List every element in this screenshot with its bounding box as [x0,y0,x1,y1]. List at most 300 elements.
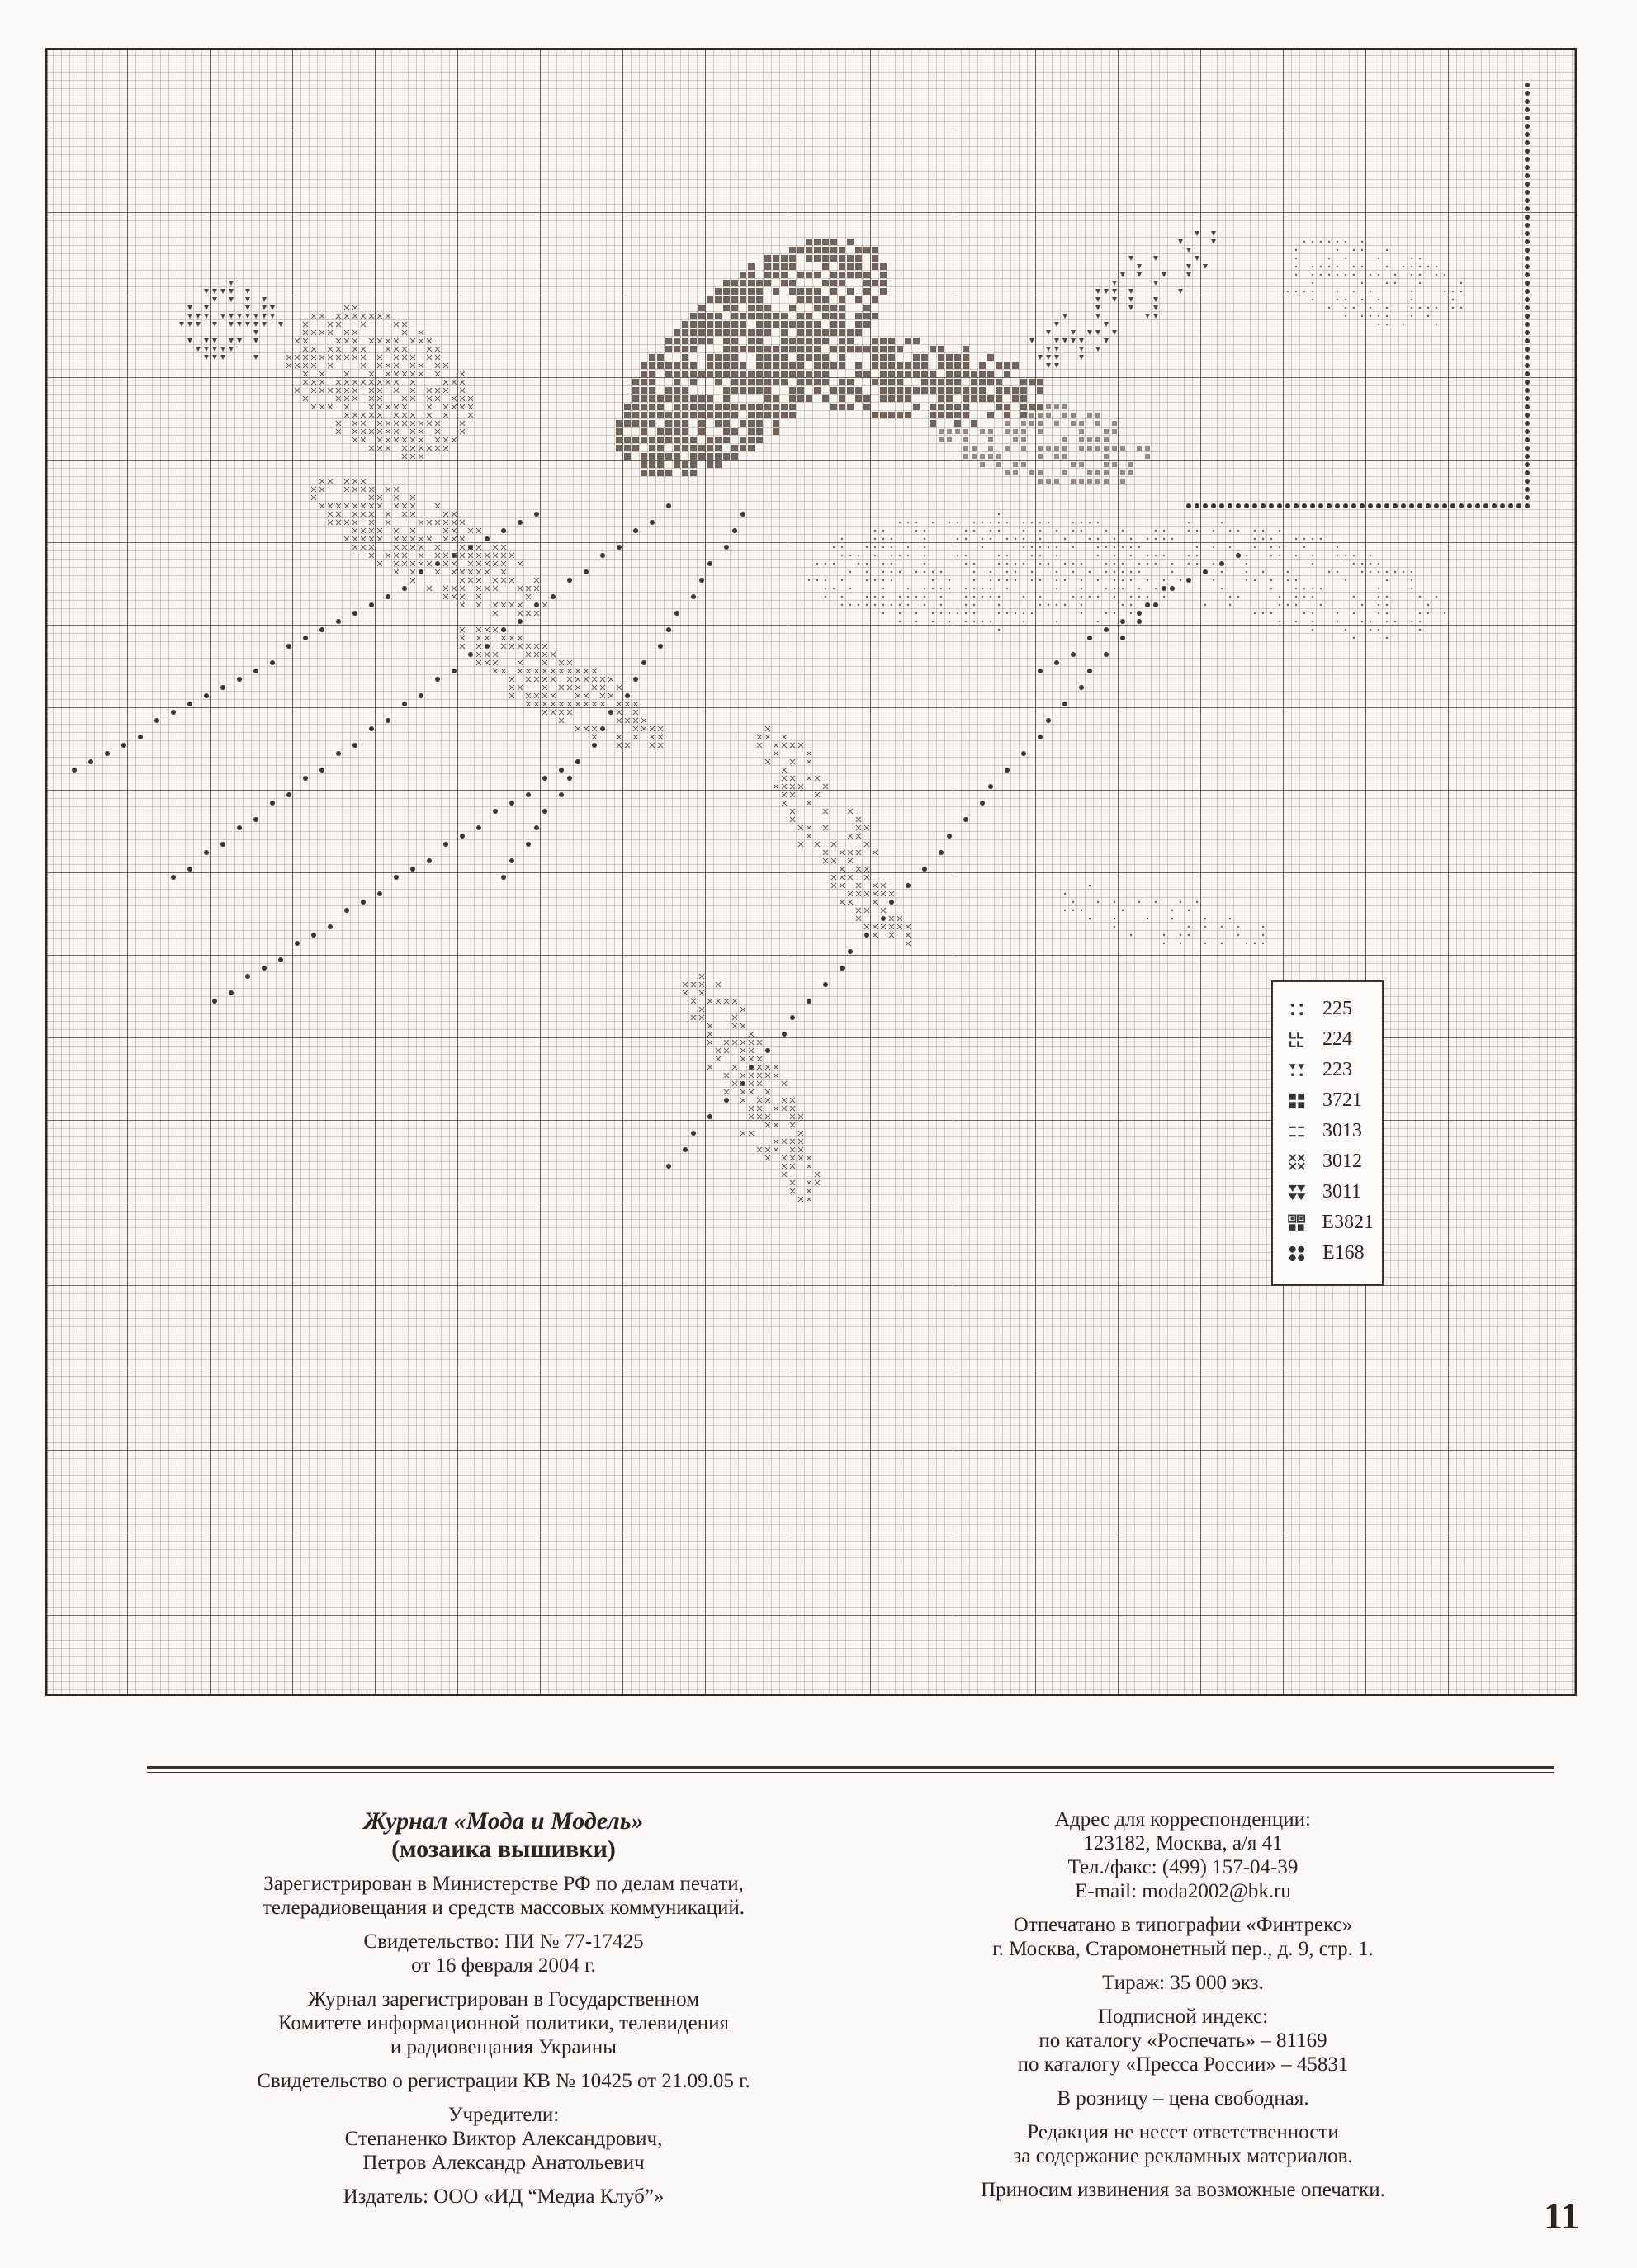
stitch-cell [625,693,630,698]
stitch-cell [336,619,341,624]
stitch-cell [1516,503,1521,508]
stitch-cell [880,263,887,270]
stitch-cell [996,462,1001,467]
stitch-cell [559,792,564,797]
stitch-cell [740,280,746,286]
stitch-cell [773,272,779,278]
stitch-cell [1262,926,1264,928]
stitch-cell [674,437,680,443]
stitch-cell [806,247,812,253]
stitch-cell [534,825,539,830]
stitch-cell [899,621,901,622]
stitch-cell [797,387,804,394]
stitch-cell [674,379,680,385]
stitch-cell [1246,943,1247,944]
stitch-cell [880,371,887,377]
stitch-cell [1221,522,1223,523]
stitch-cell [1525,107,1530,112]
stitch-cell [882,563,884,565]
stitch-cell [1020,404,1027,410]
stitch-cell [1427,612,1429,614]
stitch-cell [443,842,448,847]
stitch-cell [987,412,994,418]
stitch-cell [1411,579,1412,581]
stitch-cell [1204,918,1206,919]
stitch-cell [1056,621,1057,622]
stitch-cell [1046,404,1051,409]
stitch-cell [1500,503,1505,508]
stitch-cell [1029,421,1034,426]
stitch-cell [1270,612,1272,614]
stitch-cell [872,338,878,344]
stitch-cell [1064,579,1066,581]
stitch-cell [1295,555,1297,556]
stitch-cell [1005,421,1010,426]
stitch-cell [756,313,763,319]
apology-text: Приносим извинения за возможные опечатки. [981,2179,1385,2201]
stitch-cell [874,538,876,540]
stitch-cell [847,255,854,262]
stitch-cell [990,588,991,589]
stitch-cell [1386,315,1388,317]
stitch-cell [649,453,655,460]
stitch-cell [1114,596,1115,598]
stitch-cell [855,296,862,303]
stitch-cell [806,255,812,262]
stitch-cell [1228,503,1232,508]
stitch-cell [1037,387,1043,394]
stitch-cell [863,395,870,402]
stitch-cell [270,660,275,665]
legend-code: 3013 [1322,1120,1362,1141]
stitch-cell [797,272,804,278]
dashes-icon [1286,1121,1308,1142]
stitch-cell [1056,579,1057,581]
stitch-cell [319,627,324,632]
stitch-cell [1287,604,1289,606]
stitch-cell [1434,503,1439,508]
stitch-cell [807,999,811,1004]
stitch-cell [907,555,909,556]
stitch-cell [924,530,925,532]
stitch-cell [847,288,854,295]
stitch-cell [690,437,697,443]
stitch-cell [830,329,837,336]
stitch-cell [830,247,837,253]
stitch-cell [764,280,771,286]
stitch-cell [1386,604,1388,606]
stitch-cell [154,718,159,723]
stitch-cell [855,395,862,402]
stitch-cell [913,354,920,361]
stitch-cell [1021,751,1026,756]
stitch-cell [1312,596,1313,598]
disclaimer-text [845,2120,1521,2168]
stitch-cell [1056,546,1057,548]
stitch-cell [1079,437,1084,442]
stitch-cell [1525,388,1530,393]
stitch-cell [731,362,738,369]
stitch-cell [245,974,250,979]
stitch-cell [748,346,755,352]
stitch-cell [1345,315,1346,317]
stitch-cell [1029,404,1035,410]
stitch-cell [452,553,457,558]
stitch-cell [839,321,845,328]
stitch-cell [1345,241,1346,243]
stitch-cell [1021,421,1026,426]
stitch-cell [830,362,837,369]
stitch-cell [1006,612,1008,614]
stitch-cell [830,288,837,295]
stitch-cell [913,338,920,344]
text-line: Редакция не несет ответственности [1027,2121,1339,2143]
stitch-cell [1419,621,1421,622]
stitch-cell [957,538,958,540]
stitch-cell [980,462,985,467]
stitch-cell [707,371,713,377]
stitch-cell [949,612,950,614]
stitch-cell [889,900,894,905]
stitch-cell [1138,596,1140,598]
stitch-cell [715,329,722,336]
stitch-cell [698,321,705,328]
stitch-cell [789,255,796,262]
stitch-cell [419,569,423,574]
stitch-cell [1095,437,1100,442]
stitch-cell [1015,612,1016,614]
stitch-cell [806,371,812,377]
founders-text [165,2103,842,2175]
stitch-cell [781,362,788,369]
stitch-cell [1012,362,1019,369]
stitch-cell [841,596,843,598]
stitch-cell [938,387,944,394]
stitch-cell [888,371,895,377]
stitch-cell [402,702,407,706]
stitch-cell [773,346,779,352]
stitch-cell [369,602,374,607]
stitch-cell [849,588,851,589]
stitch-cell [849,604,851,606]
legend-row [1286,1207,1374,1238]
stitch-cell [617,545,622,550]
stitch-cell [773,263,779,270]
stitch-cell [682,395,688,402]
stitch-cell [641,371,647,377]
stitch-cell [682,338,688,344]
stitch-cell [1081,612,1082,614]
stitch-cell [1343,503,1348,508]
stitch-cell [874,546,876,548]
legend-code: 3012 [1322,1151,1362,1172]
stitch-cell [632,437,639,443]
stitch-cell [1188,555,1190,556]
stitch-cell [789,412,796,418]
stitch-cell [1310,503,1315,508]
stitch-cell [822,395,829,402]
stitch-cell [1345,274,1346,276]
stitch-cell [1114,926,1115,928]
stitch-cell [1021,446,1026,451]
stitch-cell [1312,538,1313,540]
stitch-cell [665,412,672,418]
stitch-cell [1114,546,1115,548]
stitch-cell [352,743,357,748]
stitch-cell [649,354,655,361]
stitch-cell [740,1081,745,1086]
stitch-cell [1525,429,1530,434]
stitch-cell [1229,530,1231,532]
stitch-cell [764,404,771,410]
stitch-cell [1303,588,1305,589]
stitch-cell [1013,437,1018,442]
stitch-cell [880,272,887,278]
stitch-cell [973,530,975,532]
stitch-cell [921,354,928,361]
stitch-cell [1081,604,1082,606]
stitch-cell [764,321,771,328]
stitch-cell [1039,538,1041,540]
stitch-cell [1006,538,1008,540]
stitch-cell [674,362,680,369]
stitch-cell [1444,612,1445,614]
stitch-cell [641,437,647,443]
address-heading: Адрес для корреспонденции: [1054,1808,1311,1831]
stitch-cell [830,313,837,319]
stitch-cell [715,412,722,418]
stitch-cell [1386,282,1388,284]
stitch-cell [839,313,845,319]
founders-heading: Учредители: [447,2104,560,2126]
stitch-cell [1023,546,1024,548]
stitch-cell [402,586,407,591]
stitch-cell [1138,546,1140,548]
stitch-cell [1071,652,1076,657]
triangle-down-icon [1286,1182,1308,1203]
stitch-cell [973,596,975,598]
stitch-cell [624,445,631,451]
stitch-cell [839,272,845,278]
stitch-cell [905,412,911,418]
stitch-cell [940,612,942,614]
stitch-cell [303,636,308,640]
stitch-cell [1155,563,1157,565]
stitch-cell [863,288,870,295]
stitch-cell [1062,702,1067,706]
stitch-cell [979,387,986,394]
stitch-cell [740,272,746,278]
stitch-cell [1328,307,1330,309]
stitch-cell [220,685,225,690]
stitch-cell [789,321,796,328]
stitch-cell [830,387,837,394]
stitch-cell [998,629,1000,631]
stitch-cell [806,288,812,295]
stitch-cell [915,522,917,523]
stitch-cell [907,546,909,548]
stitch-cell [1361,249,1363,251]
stitch-cell [855,313,862,319]
stitch-cell [789,346,796,352]
stitch-cell [1020,395,1027,402]
stitch-cell [1120,470,1125,475]
stitch-cell [1221,588,1223,589]
stitch-cell [814,329,821,336]
stitch-cell [1012,387,1019,394]
stitch-cell [723,412,730,418]
stitch-cell [924,588,925,589]
stitch-cell [1525,272,1530,277]
stitch-cell [674,346,680,352]
stitch-cell [665,338,672,344]
stitch-cell [1013,429,1018,434]
stitch-cell [954,404,961,410]
stitch-cell [913,387,920,394]
stitch-cell [863,272,870,278]
stitch-cell [1295,596,1297,598]
stitch-cell [905,362,911,369]
stitch-cell [1097,901,1099,903]
stitch-cell [781,354,788,361]
stitch-cell [789,263,796,270]
stitch-cell [1147,555,1148,556]
stitch-cell [939,429,944,434]
stitch-cell [1525,116,1530,120]
stitch-cell [773,379,779,385]
stitch-cell [1337,274,1338,276]
stitch-cell [939,850,944,855]
stitch-cell [682,420,688,427]
stitch-cell [699,578,704,583]
stitch-cell [1254,943,1256,944]
stitch-cell [1295,274,1297,276]
section-divider-thin [147,1772,1554,1773]
stitch-cell [1038,669,1043,673]
legend-code: 223 [1322,1059,1352,1080]
stitch-cell [899,571,901,573]
stitch-cell [1419,282,1421,284]
stitch-cell [1252,503,1257,508]
stitch-cell [982,546,983,548]
stitch-cell [830,305,837,311]
stitch-cell [756,379,763,385]
stitch-cell [649,404,655,410]
stitch-cell [731,313,738,319]
stitch-cell [1353,307,1355,309]
stitch-cell [823,982,828,987]
stitch-cell [715,313,722,319]
stitch-cell [1089,918,1091,919]
stitch-cell [740,512,745,517]
stitch-cell [1097,538,1099,540]
stitch-cell [954,371,961,377]
stitch-cell [559,768,564,773]
stitch-cell [1087,446,1092,451]
stitch-cell [891,604,892,606]
stitch-cell [361,900,366,905]
stitch-cell [1386,324,1388,325]
stitch-cell [858,604,859,606]
stitch-cell [1072,596,1074,598]
stitch-cell [1081,588,1082,589]
stitch-cell [690,371,697,377]
stitch-cell [973,604,975,606]
stitch-cell [1345,307,1346,309]
stitch-cell [814,371,821,377]
stitch-cell [1188,530,1190,532]
stitch-cell [773,371,779,377]
stitch-cell [204,850,209,855]
stitch-cell [980,454,985,459]
stitch-cell [1411,588,1412,589]
stitch-cell [1361,315,1363,317]
stitch-cell [1460,307,1462,309]
stitch-cell [674,461,680,468]
stitch-cell [963,412,969,418]
stitch-cell [1386,579,1388,581]
stitch-cell [1386,249,1388,251]
stitch-cell [526,842,531,847]
stitch-cell [1153,602,1158,607]
stitch-cell [888,354,895,361]
stitch-cell [996,362,1002,369]
stitch-cell [863,313,870,319]
stitch-cell [1095,413,1100,418]
stitch-cell [723,362,730,369]
stitch-cell [1525,83,1530,87]
stitch-cell [1213,579,1214,581]
stitch-cell [1015,571,1016,573]
stitch-cell [740,379,746,385]
stitch-cell [105,751,110,756]
stitch-cell [526,792,531,797]
stitch-cell [782,1032,787,1037]
stitch-cell [932,522,934,523]
stitch-cell [822,313,829,319]
stitch-cell [1188,563,1190,565]
stitch-cell [1411,315,1412,317]
stitch-cell [377,891,382,896]
stitch-cell [723,387,730,394]
stitch-cell [1419,596,1421,598]
stitch-cell [1145,446,1150,451]
stitch-cell [949,588,950,589]
stitch-cell [1114,563,1115,565]
stitch-cell [1337,546,1338,548]
stitch-cell [855,346,862,352]
stitch-cell [955,429,960,434]
stitch-cell [1137,446,1142,451]
stitch-cell [1353,266,1355,267]
stitch-cell [1219,503,1224,508]
stitch-cell [674,371,680,377]
stitch-cell [797,329,804,336]
stitch-cell [657,437,664,443]
stitch-cell [756,321,763,328]
stitch-cell [839,280,845,286]
stitch-cell [723,288,730,295]
stitch-cell [1015,538,1016,540]
stitch-cell [1105,563,1107,565]
stitch-cell [882,596,884,598]
stitch-cell [872,346,878,352]
stitch-cell [1361,282,1363,284]
stitch-cell [534,512,539,517]
stitch-cell [1361,621,1363,622]
stitch-cell [839,305,845,311]
stitch-cell [841,579,843,581]
